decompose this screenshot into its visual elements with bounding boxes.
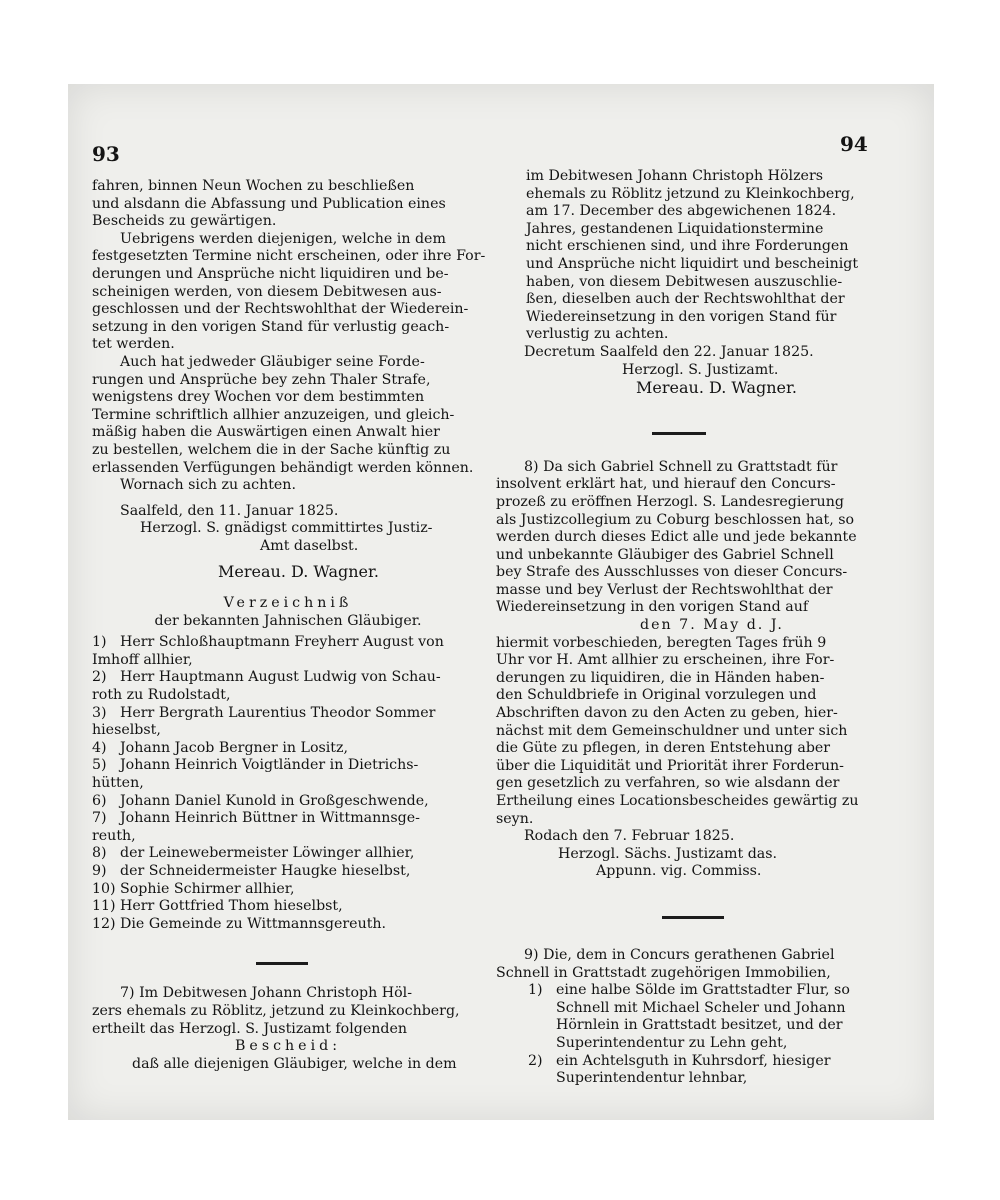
text-line: Auch hat jedweder Gläubiger seine Forde- (120, 353, 425, 370)
text-line: mäßig haben die Auswärtigen einen Anwalt hier (92, 424, 440, 441)
creditor-item (92, 881, 484, 899)
creditor-item (92, 845, 484, 863)
notice-9 (496, 947, 888, 982)
page-number-right: 94 (840, 132, 868, 156)
text-line: als Justizcollegium zu Coburg beschlossen hat, so (496, 511, 855, 528)
text-line: und alsdann die Abfassung und Publication eines (92, 195, 446, 212)
text-line: und Ansprüche nicht liquidirt und bescheinigt (526, 255, 859, 272)
text-line: fahren, binnen Neun Wochen zu beschließen (92, 178, 415, 194)
text-line: ßen, dieselben auch der Rechtswohlthat der (526, 291, 845, 308)
text-line: nächst mit dem Gemeinschuldner und unter sich (496, 722, 848, 739)
text-line: scheinigen werden, von diesem Debitwesen aus- (92, 283, 442, 300)
item-number: 6) (92, 792, 107, 809)
text-line: zers ehemals zu Röblitz, jetzund zu Kleinkochberg, (92, 1002, 460, 1019)
section-divider-right-2 (662, 916, 724, 919)
creditor-name: Sophie Schirmer allhier, (120, 880, 295, 897)
property-continuation: Superintendentur lehnbar, (556, 1070, 748, 1087)
creditor-item (92, 757, 484, 775)
item-number: 11) (92, 898, 116, 915)
creditor-name: der Schneidermeister Haugke hieselbst, (120, 862, 411, 879)
text-line: derungen zu liquidiren, die in Händen haben- (496, 669, 825, 686)
text-line: nicht erschienen sind, und ihre Forderungen (526, 238, 849, 255)
creditor-name: Herr Hauptmann August Ludwig von Schau- (120, 669, 441, 686)
property-item (496, 982, 888, 1000)
text-line: prozeß zu eröffnen Herzogl. S. Landesregierung (496, 493, 844, 510)
text-line: Uebrigens werden diejenigen, welche in dem (120, 230, 446, 247)
notice-8-continued (496, 635, 888, 829)
date-centered: den 7. May d. J. (640, 617, 784, 634)
creditor-name: Johann Heinrich Voigtländer in Dietrichs- (120, 757, 419, 774)
property-description: ein Achtelsguth in Kuhrsdorf, hiesiger (556, 1052, 831, 1069)
property-description: eine halbe Sölde im Grattstadter Flur, so (556, 982, 850, 999)
text-line: und unbekannte Gläubiger des Gabriel Schnell (496, 546, 834, 563)
text-line: geschlossen und der Rechtswohlthat der Wiederein- (92, 301, 469, 318)
paragraph-decree (496, 168, 888, 344)
last-line: daß alle diejenigen Gläubiger, welche in dem (132, 1055, 457, 1072)
item-number: 2) (92, 669, 107, 686)
text-line: 9) Die, dem in Concurs gerathenen Gabriel (524, 946, 835, 963)
text-line: wenigstens drey Wochen vor dem bestimmten (92, 389, 425, 406)
creditor-name: Die Gemeinde zu Wittmannsgereuth. (120, 915, 387, 932)
decretum-line: Decretum Saalfeld den 22. Januar 1825. (524, 343, 814, 360)
item-number: 8) (92, 845, 107, 862)
text-line: hiermit vorbeschieden, beregten Tages früh 9 (496, 634, 827, 651)
creditor-name: Johann Daniel Kunold in Großgeschwende, (120, 792, 429, 809)
text-line: seyn. (496, 810, 534, 827)
text-line: Bescheids zu gewärtigen. (92, 213, 277, 230)
item-number: 12) (92, 915, 116, 932)
signature-left: Mereau. D. Wagner. (218, 562, 379, 582)
text-line: im Debitwesen Johann Christoph Hölzers (526, 168, 824, 184)
text-line: Wiedereinsetzung in den vorigen Stand auf (496, 599, 809, 616)
item-number: 5) (92, 757, 107, 774)
item-number: 2) (528, 1052, 543, 1069)
date-line: Saalfeld, den 11. Januar 1825. (120, 502, 339, 519)
creditor-name: Herr Gottfried Thom hieselbst, (120, 898, 343, 915)
property-continuation: Hörnlein in Grattstadt besitzet, und der (556, 1017, 843, 1034)
text-line: bey Strafe des Ausschlusses von dieser Concurs- (496, 564, 848, 581)
text-line: setzung in den vorigen Stand für verlustig geach- (92, 318, 450, 335)
paragraph-exclusion (92, 231, 484, 354)
text-line: die Güte zu pflegen, in deren Entstehung aber (496, 740, 831, 757)
creditor-continuation: reuth, (92, 827, 136, 844)
item-number: 4) (92, 739, 107, 756)
item-number: 1) (92, 634, 107, 651)
page-number-left: 93 (92, 142, 120, 166)
creditor-continuation: Imhoff allhier, (92, 651, 193, 668)
creditor-item (92, 634, 484, 652)
creditor-item (92, 916, 484, 934)
section-divider (256, 962, 308, 965)
property-continuation: Schnell mit Michael Scheler und Johann (556, 999, 846, 1016)
section-divider-right-1 (652, 432, 706, 435)
authority-right: Herzogl. S. Justizamt. (622, 361, 779, 378)
creditor-item (92, 740, 484, 758)
text-line: derungen und Ansprüche nicht liquidiren und be- (92, 265, 449, 282)
text-line: zu bestellen, welchem die in der Sache künftig zu (92, 441, 451, 458)
text-line: 7) Im Debitwesen Johann Christoph Höl- (120, 985, 413, 1002)
notice-7 (92, 985, 484, 1038)
text-line: verlustig zu achten. (526, 326, 669, 343)
creditor-name: Johann Heinrich Büttner in Wittmannsge- (120, 810, 420, 827)
item-number: 1) (528, 982, 543, 999)
text-line: über die Liquidität und Priorität ihrer Forderun- (496, 757, 844, 774)
text-line: masse und bey Verlust der Rechtswohlthat der (496, 581, 833, 598)
text-line: Jahres, gestandenen Liquidationstermine (526, 220, 824, 237)
creditor-item (92, 793, 484, 811)
signature-right-2: Appunn. vig. Commiss. (596, 863, 762, 880)
item-number: 10) (92, 880, 116, 897)
item-number: 7) (92, 810, 107, 827)
notice-8 (496, 459, 888, 617)
creditor-item (92, 705, 484, 723)
text-line: ertheilt das Herzogl. S. Justizamt folgenden (92, 1020, 407, 1037)
item-number: 3) (92, 704, 107, 721)
creditor-item (92, 898, 484, 916)
list-title: Verzeichniß (223, 595, 353, 612)
wornach-line: Wornach sich zu achten. (120, 477, 296, 494)
property-list (496, 982, 888, 1088)
text-line: 8) Da sich Gabriel Schnell zu Grattstadt für (524, 458, 838, 475)
text-line: werden durch dieses Edict alle und jede bekannte (496, 529, 857, 546)
text-line: insolvent erklärt hat, und hierauf den Concurs- (496, 476, 836, 493)
creditor-name: Herr Bergrath Laurentius Theodor Sommer (120, 704, 436, 721)
text-line: gen gesetzlich zu verfahren, so wie alsdann der (496, 775, 840, 792)
list-subtitle: der bekannten Jahnischen Gläubiger. (154, 612, 422, 629)
creditor-item (92, 669, 484, 687)
creditor-name: der Leinewebermeister Löwinger allhier, (120, 845, 415, 862)
text-line: Ertheilung eines Locationsbescheides gewärtig zu (496, 793, 859, 809)
creditor-continuation: roth zu Rudolstadt, (92, 687, 231, 704)
creditor-item (92, 810, 484, 828)
creditor-name: Johann Jacob Bergner in Lositz, (120, 739, 348, 756)
left-column (92, 178, 484, 1073)
text-line: haben, von diesem Debitwesen auszuschlie- (526, 273, 843, 290)
property-item (496, 1053, 888, 1071)
text-line: Termine schriftlich allhier anzuzeigen, und gleich- (92, 406, 455, 423)
paragraph-claims (92, 354, 484, 477)
text-line: Schnell in Grattstadt zugehörigen Immobilien, (496, 964, 831, 981)
text-line: am 17. December des abgewichenen 1824. (526, 203, 837, 220)
authority-line: Herzogl. S. gnädigst committirtes Justiz- (140, 520, 433, 537)
text-line: tet werden. (92, 336, 175, 353)
rodach-line: Rodach den 7. Februar 1825. (524, 828, 735, 845)
text-line: Uhr vor H. Amt allhier zu erscheinen, ihre For- (496, 652, 835, 669)
creditor-continuation: hütten, (92, 775, 144, 791)
creditor-name: Herr Schloßhauptmann Freyherr August von (120, 634, 444, 651)
text-line: rungen und Ansprüche bey zehn Thaler Strafe, (92, 371, 431, 388)
text-line: Wiedereinsetzung in den vorigen Stand für (526, 308, 837, 325)
creditor-item (92, 863, 484, 881)
signature-right: Mereau. D. Wagner. (636, 378, 797, 398)
item-number: 9) (92, 862, 107, 879)
bescheid-heading: Bescheid: (235, 1038, 341, 1055)
text-line: festgesetzten Termine nicht erscheinen, oder ihre For- (92, 248, 486, 265)
creditor-continuation: hieselbst, (92, 722, 161, 739)
authority-right-2: Herzogl. Sächs. Justizamt das. (558, 845, 778, 862)
property-continuation: Superintendentur zu Lehn geht, (556, 1034, 788, 1051)
authority-line-2: Amt daselbst. (260, 537, 359, 554)
right-column (496, 168, 888, 1088)
creditor-list (92, 634, 484, 933)
text-line: erlassenden Verfügungen behändigt werden können. (92, 459, 474, 476)
text-line: Abschriften davon zu den Acten zu geben, hier- (496, 705, 838, 722)
text-line: ehemals zu Röblitz jetzund zu Kleinkochberg, (526, 185, 855, 202)
text-line: den Schuldbriefe in Original vorzulegen und (496, 687, 817, 704)
paragraph-continuation (92, 178, 484, 231)
